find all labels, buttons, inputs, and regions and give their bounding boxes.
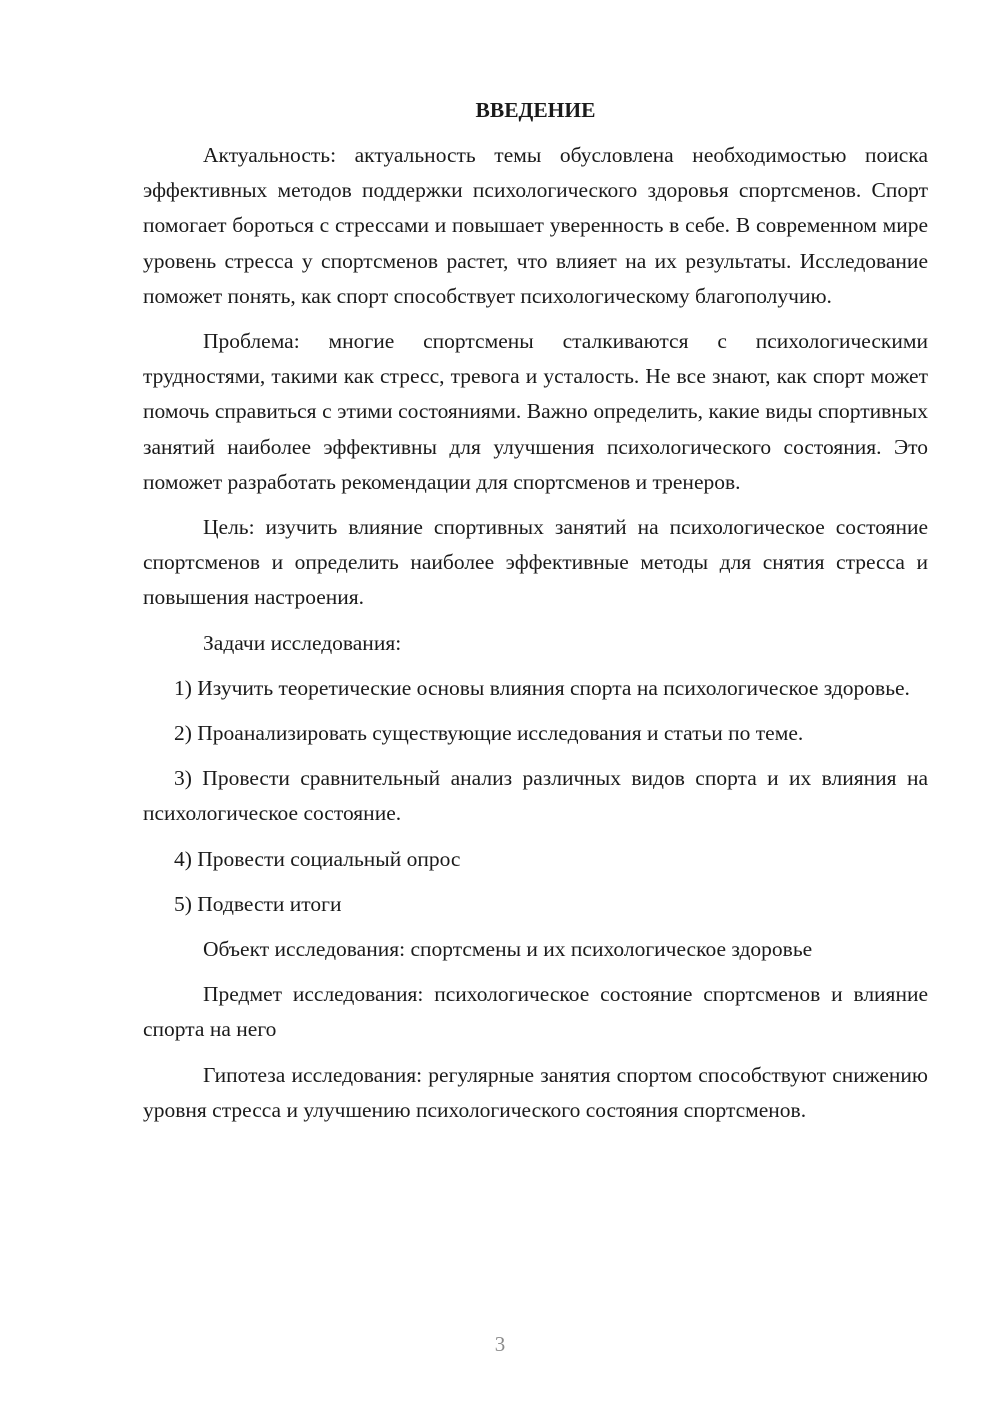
- page-number: 3: [494, 1332, 506, 1356]
- paragraph-subject: Предмет исследования: психологическое состояние спортсменов и влияние спорта на него: [143, 982, 928, 1042]
- list-item-task-5: 5) Подвести итоги: [174, 891, 342, 916]
- section-title: ВВЕДЕНИЕ: [475, 98, 596, 122]
- paragraph-tasks-heading: Задачи исследования:: [203, 630, 402, 655]
- list-item-task-4: 4) Провести социальный опрос: [174, 846, 461, 871]
- paragraph-hypothesis: Гипотеза исследования: регулярные занятия спортом способствуют снижению уровня стресса и улучшению психологического состояния спортсменов.: [143, 1062, 928, 1122]
- list-item-task-2: 2) Проанализировать существующие исследования и статьи по теме.: [174, 721, 804, 746]
- list-item-task-3: 3) Провести сравнительный анализ различных видов спорта и их влияния на психологическое состояние.: [143, 766, 928, 826]
- paragraph-relevance: Актуальность: актуальность темы обусловлена необходимостью поиска эффективных методов поддержки психологического здоровья спортсменов. Спорт помогает бороться с стрессами и повышает уверенность в себе. В современном мире уровень стресса у спортсменов растет, что влияет на их результаты. Исследование поможет понять, как спорт способствует психологическому благополучию.: [143, 143, 928, 308]
- list-item-task-1: 1) Изучить теоретические основы влияния спорта на психологическое здоровье.: [174, 675, 910, 700]
- paragraph-object: Объект исследования: спортсмены и их психологическое здоровье: [203, 937, 813, 962]
- document-page: [143, 92, 928, 1138]
- paragraph-problem: Проблема: многие спортсмены сталкиваются с психологическими трудностями, такими как стресс, тревога и усталость. Не все знают, как спорт может помочь справиться с этими состояниями. Важно определить, какие виды спортивных занятий наиболее эффективны для улучшения психологического состояния. Это поможет разработать рекомендации для спортсменов и тренеров.: [143, 329, 928, 494]
- paragraph-goal: Цель: изучить влияние спортивных занятий на психологическое состояние спортсменов и определить наиболее эффективные методы для снятия стресса и повышения настроения.: [143, 515, 928, 610]
